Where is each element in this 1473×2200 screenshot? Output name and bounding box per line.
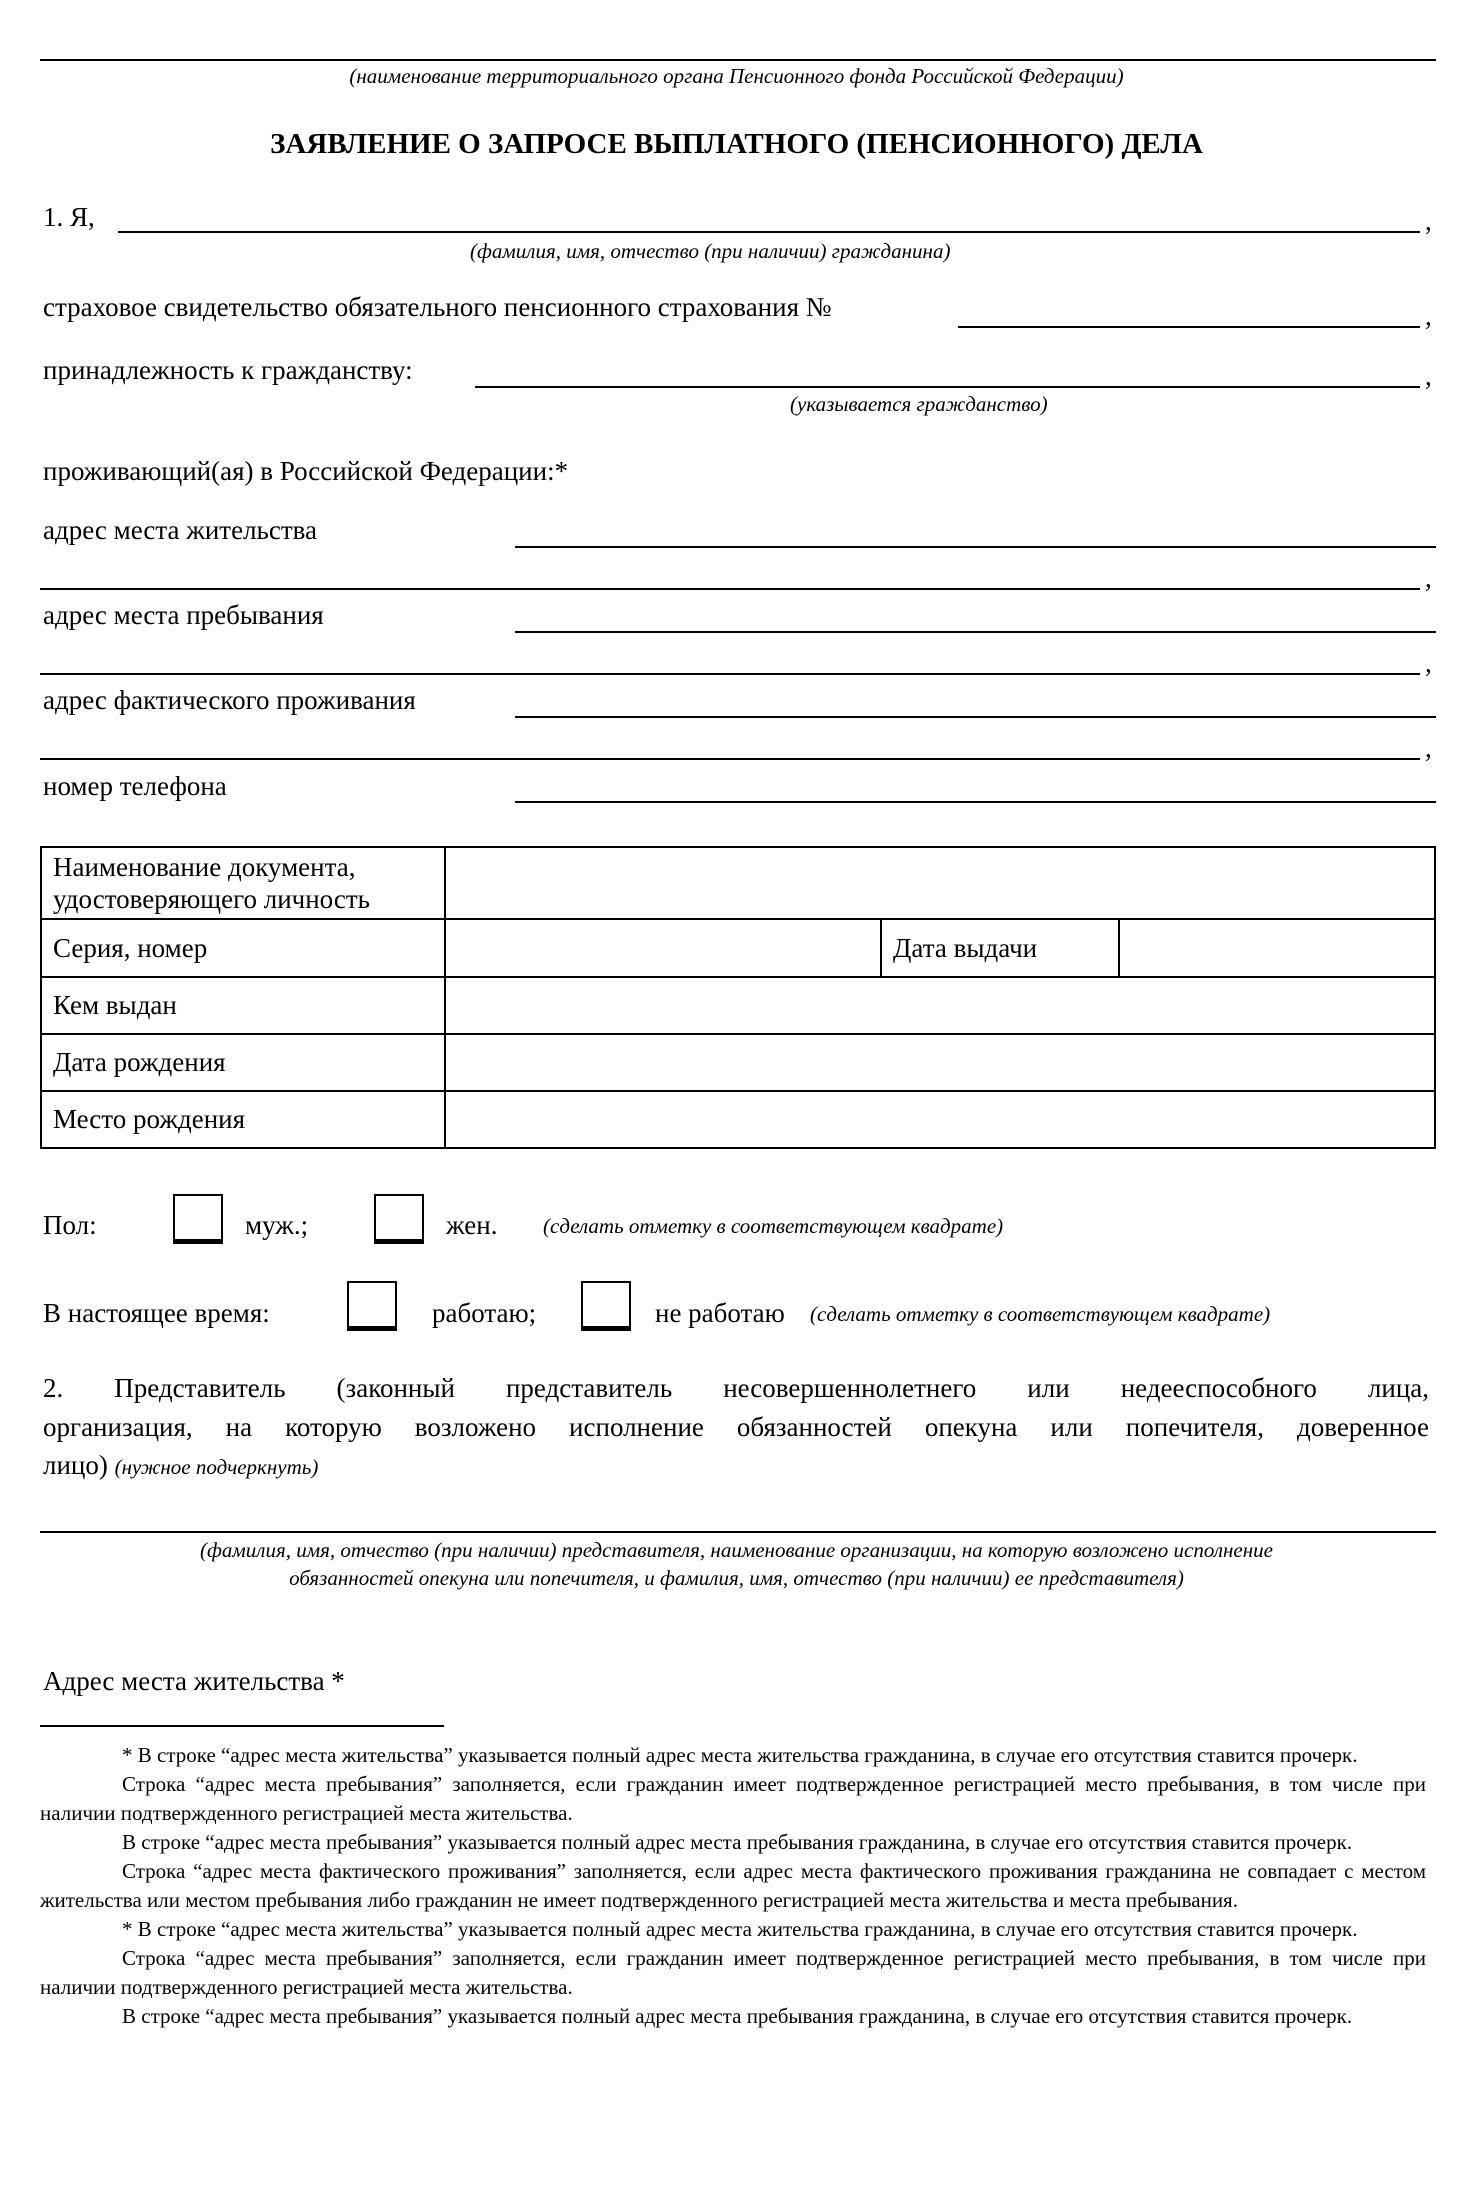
issued-by-cell[interactable]	[445, 977, 1435, 1034]
page-title: ЗАЯВЛЕНИЕ О ЗАПРОСЕ ВЫПЛАТНОГО (ПЕНСИОННОГО) ДЕЛА	[270, 128, 1203, 160]
representative-caption-1: (фамилия, имя, отчество (при наличии) представителя, наименование организации, на которую возложено исполнение	[199, 1538, 1273, 1562]
gender-male-checkbox[interactable]	[173, 1194, 223, 1244]
i-label: 1. Я,	[43, 202, 95, 232]
footnote: * В строке “адрес места жительства” указывается полный адрес места жительства гражданина, в случае его отсутствия ставится прочерк.	[122, 1917, 1358, 1941]
gender-label: Пол:	[43, 1210, 97, 1240]
address-actual-field[interactable]	[515, 716, 1436, 718]
snils-label: страховое свидетельство обязательного пенсионного страхования №	[43, 292, 832, 322]
id-document-table	[40, 846, 1436, 1149]
address-residence-label: адрес места жительства	[43, 515, 318, 545]
citizenship-label: принадлежность к гражданству:	[43, 355, 413, 385]
section2-line3	[43, 1450, 318, 1481]
issued-by-label: Кем выдан	[41, 977, 445, 1034]
gender-female-label: жен.	[446, 1210, 498, 1240]
birth-place-label: Место рождения	[41, 1091, 445, 1148]
section2-underline-hint: (нужное подчеркнуть)	[114, 1455, 319, 1479]
footnote: Строка “адрес места пребывания” заполняется, если гражданин имеет подтвержденное регистрацией место пребывания, в том числе при наличии подтвержденного регистрацией места жительства.	[40, 1772, 1426, 1825]
address-stay-field-line2[interactable]	[40, 673, 1420, 675]
comma: ,	[1425, 361, 1432, 391]
issue-date-label: Дата выдачи	[881, 919, 1119, 977]
address-stay-field[interactable]	[515, 631, 1436, 633]
issue-date-cell[interactable]	[1119, 919, 1435, 977]
phone-label: номер телефона	[43, 771, 227, 801]
comma: ,	[1425, 733, 1432, 763]
footnote-separator	[40, 1725, 444, 1727]
org-name-caption: (наименование территориального органа Пенсионного фонда Российской Федерации)	[349, 64, 1124, 88]
snils-field[interactable]	[958, 326, 1420, 328]
section2-line1: 2. Представитель (законный представитель несовершеннолетнего или недееспособного лица,	[43, 1373, 1429, 1403]
citizenship-caption: (указывается гражданство)	[790, 392, 1048, 416]
footnote: В строке “адрес места пребывания” указывается полный адрес места пребывания гражданина, в случае его отсутствия ставится прочерк.	[122, 2004, 1353, 2028]
address-stay-label: адрес места пребывания	[43, 600, 324, 630]
table-row	[41, 919, 1435, 977]
table-row	[41, 1034, 1435, 1091]
not-working-label: не работаю	[655, 1298, 785, 1328]
section2-line2: организация, на которую возложено исполнение обязанностей опекуна или попечителя, доверенное	[43, 1412, 1429, 1442]
employment-hint: (сделать отметку в соответствующем квадрате)	[810, 1302, 1271, 1326]
footnote: * В строке “адрес места жительства” указывается полный адрес места жительства гражданина, в случае его отсутствия ставится прочерк.	[122, 1743, 1358, 1767]
address-residence-field-line2[interactable]	[40, 588, 1420, 590]
working-checkbox[interactable]	[347, 1281, 397, 1331]
doc-name-cell[interactable]	[445, 847, 1435, 919]
section2-line3-main: лицо)	[43, 1450, 108, 1480]
fio-field[interactable]	[118, 231, 1420, 233]
footnote: В строке “адрес места пребывания” указывается полный адрес места пребывания гражданина, в случае его отсутствия ставится прочерк.	[122, 1830, 1353, 1854]
address-residence-field[interactable]	[515, 546, 1436, 548]
representative-caption-2: обязанностей опекуна или попечителя, и фамилия, имя, отчество (при наличии) ее представителя)	[289, 1566, 1184, 1590]
table-row	[41, 847, 1435, 919]
address-actual-label: адрес фактического проживания	[43, 685, 416, 715]
working-label: работаю;	[432, 1298, 537, 1328]
rep-address-label: Адрес места жительства *	[43, 1666, 345, 1696]
fio-caption: (фамилия, имя, отчество (при наличии) гражданина)	[470, 239, 951, 263]
gender-male-label: муж.;	[245, 1210, 309, 1240]
footnote: Строка “адрес места фактического проживания” заполняется, если адрес места фактического проживания гражданина не совпадает с местом жительства или местом пребывания либо гражданин не имеет подтвержденного регистрацией места жительства и места пребывания.	[40, 1859, 1426, 1912]
gender-hint: (сделать отметку в соответствующем квадрате)	[543, 1214, 1004, 1238]
footnotes	[40, 1741, 1426, 2031]
comma: ,	[1425, 648, 1432, 678]
representative-field[interactable]	[40, 1531, 1436, 1533]
not-working-checkbox[interactable]	[581, 1281, 631, 1331]
birth-place-cell[interactable]	[445, 1091, 1435, 1148]
citizenship-field[interactable]	[475, 386, 1420, 388]
residing-label: проживающий(ая) в Российской Федерации:*	[43, 456, 569, 486]
table-row	[41, 1091, 1435, 1148]
comma: ,	[1425, 563, 1432, 593]
doc-name-label: Наименование документа, удостоверяющего личность	[41, 847, 445, 919]
birth-date-label: Дата рождения	[41, 1034, 445, 1091]
series-number-cell[interactable]	[445, 919, 881, 977]
phone-field[interactable]	[515, 801, 1436, 803]
gender-female-checkbox[interactable]	[374, 1194, 424, 1244]
comma: ,	[1425, 206, 1432, 236]
table-row	[41, 977, 1435, 1034]
birth-date-cell[interactable]	[445, 1034, 1435, 1091]
employment-label: В настоящее время:	[43, 1298, 270, 1328]
address-actual-field-line2[interactable]	[40, 758, 1420, 760]
org-name-field[interactable]	[40, 59, 1436, 61]
comma: ,	[1425, 301, 1432, 331]
series-number-label: Серия, номер	[41, 919, 445, 977]
footnote: Строка “адрес места пребывания” заполняется, если гражданин имеет подтвержденное регистрацией место пребывания, в том числе при наличии подтвержденного регистрацией места жительства.	[40, 1946, 1426, 1999]
